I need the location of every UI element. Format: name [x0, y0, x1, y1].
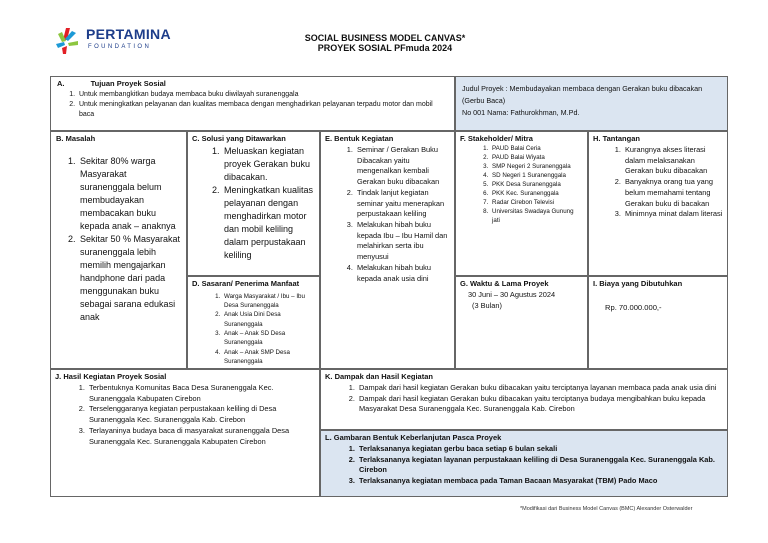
section-a-list	[57, 90, 448, 120]
section-l-list	[325, 444, 723, 487]
list-item: 1. Terlaksananya kegiatan gerbu baca setiap 6 bulan sekali	[357, 444, 723, 455]
section-h-heading: H. Tantangan	[593, 134, 640, 143]
brand-name: PERTAMINA	[86, 26, 171, 42]
list-item: 1. Terbentuknya Komunitas Baca Desa Suranenggala Kec. Suranenggala Kabupaten Cirebon	[87, 383, 315, 404]
list-item: 3. Terlaksananya kegiatan membaca pada Taman Bacaan Masyarakat (TBM) Pado Maco	[357, 476, 723, 487]
page-title: SOCIAL BUSINESS MODEL CANVAS*	[304, 33, 466, 43]
list-item: 1. Kurangnya akses literasi dalam melaksanakan Gerakan buku dibacakan	[623, 145, 723, 177]
list-item: 1. Warga Masyarakat / Ibu – Ibu Desa Suranenggala	[222, 292, 315, 311]
project-title: Judul Proyek : Membudayakan membaca dengan Gerakan buku dibacakan (Gerbu Baca)	[462, 84, 703, 106]
page-subtitle: PROYEK SOSIAL PFmuda 2024	[317, 43, 453, 53]
section-a-heading-row	[57, 79, 448, 90]
section-b-heading: B. Masalah	[56, 134, 96, 143]
section-a	[50, 76, 455, 131]
list-item: 2. Dampak dari hasil kegiatan Gerakan buku dibacakan yaitu terciptanya budaya mengibahkan buku kepada Masyarakat Desa Suranenggala Kec. Suranenggala Kab. Cirebon	[357, 394, 723, 415]
list-item: 4. Anak – Anak SMP Desa Suranenggala	[222, 348, 315, 367]
section-k-heading: K. Dampak dan Hasil Kegiatan	[325, 372, 433, 381]
footnote: *Modifikasi dari Business Model Canvas (BMC) Alexander Osterwalder	[520, 506, 693, 512]
list-item: 1. Dampak dari hasil kegiatan Gerakan buku dibacakan yaitu terciptanya layanan membaca pada anak usia dini	[357, 383, 723, 394]
section-f	[455, 131, 588, 276]
section-f-list	[460, 145, 583, 226]
pertamina-emblem-icon	[52, 24, 84, 56]
list-item: 2. Terselenggaranya kegiatan perpustakaan keliling di Desa Suranenggala Kec. Suranenggala Kab. Cirebon	[87, 404, 315, 425]
list-item: 1. Sekitar 80% warga Masyarakat suranenggala belum membudayakan membacakan buku kepada anak – anaknya	[78, 155, 181, 233]
list-item: 2. Terlaksananya kegiatan layanan perpustakaan keliling di Desa Suranenggala Kec. Suranenggala Kab. Cirebon	[357, 455, 723, 476]
list-item: 2. Banyaknya orang tua yang belum memahami tentang Gerakan buku di bacakan	[623, 177, 723, 209]
section-c-heading: C. Solusi yang Ditawarkan	[192, 134, 286, 143]
budget-value: Rp. 70.000.000,-	[605, 302, 662, 312]
project-number: No 001 Nama: Fathurokhman, M.Pd.	[462, 108, 580, 118]
section-f-heading: F. Stakeholder/ Mitra	[460, 134, 533, 143]
list-item: 3. Melakukan hibah buku kepada Ibu – Ibu Hamil dan melahirkan serta ibu menyusui	[355, 220, 450, 263]
list-item: 1. Seminar / Gerakan Buku Dibacakan yaitu mengenalkan kembali Gerakan buku dibacakan	[355, 145, 450, 188]
section-b-list	[56, 155, 181, 325]
list-item: 5. PKK Desa Suranenggala	[490, 181, 583, 190]
section-j-list	[55, 383, 315, 447]
section-h	[588, 131, 728, 276]
section-h-list	[593, 145, 723, 220]
section-d	[187, 276, 320, 369]
list-item: 3. Anak – Anak SD Desa Suranenggala	[222, 329, 315, 348]
pertamina-logo	[52, 24, 182, 58]
project-period: 30 Juni – 30 Agustus 2024	[468, 289, 556, 299]
section-i	[588, 276, 728, 369]
brand-sub: FOUNDATION	[88, 44, 152, 50]
list-item: 4. SD Negeri 1 Suranenggala	[490, 172, 583, 181]
list-item: 8. Universitas Swadaya Gunung jati	[490, 208, 583, 226]
list-item: 2. Sekitar 50 % Masyarakat suranenggala lebih memilih mengajarkan handphone dari pada menggunakan buku sebagai sarana edukasi anak	[78, 233, 181, 324]
list-item: 2. Untuk meningkatkan pelayanan dan kualitas membaca dengan menghadirkan pelayanan terpadu motor dan mobil baca	[77, 100, 448, 120]
list-item: 2. Anak Usia Dini Desa Suranenggala	[222, 310, 315, 329]
list-item: 3. Terlayaninya budaya baca di masyarakat suranenggala Desa Suranenggala Kec. Suranenggala Kabupaten Cirebon	[87, 426, 315, 447]
list-item: 2. Tindak lanjut kegiatan seminar yaitu menerapkan perpustakaan keliling	[355, 188, 450, 220]
section-j	[50, 369, 320, 497]
section-d-list	[192, 292, 315, 366]
list-item: 2. Meningkatkan kualitas pelayanan dengan menghadirkan motor dan mobil keliling dalam perpustakaan keliling	[222, 184, 315, 262]
list-item: 4. Melakukan hibah buku kepada anak usia dini	[355, 263, 450, 284]
list-item: 2. PAUD Balai Wiyata	[490, 154, 583, 163]
section-d-heading: D. Sasaran/ Penerima Manfaat	[192, 279, 300, 288]
section-e	[320, 131, 455, 369]
project-duration: (3 Bulan)	[472, 300, 502, 310]
list-item: 1. Untuk membangkitkan budaya membaca buku diwilayah suranenggala	[77, 90, 448, 100]
section-i-heading: I. Biaya yang Dibutuhkan	[593, 279, 683, 288]
section-e-heading: E. Bentuk Kegiatan	[325, 134, 394, 143]
list-item: 3. Minimnya minat dalam literasi	[623, 209, 723, 220]
list-item: 1. Meluaskan kegiatan proyek Gerakan buku dibacakan.	[222, 145, 315, 184]
list-item: 1. PAUD Balai Ceria	[490, 145, 583, 154]
list-item: 3. SMP Negeri 2 Suranenggala	[490, 163, 583, 172]
project-info	[455, 76, 728, 131]
list-item: 6. PKK Kec. Suranenggala	[490, 190, 583, 199]
section-k-list	[325, 383, 723, 415]
section-k	[320, 369, 728, 430]
section-g	[455, 276, 588, 369]
section-b	[50, 131, 187, 369]
section-c-list	[192, 145, 315, 262]
list-item: 7. Radar Cirebon Televisi	[490, 199, 583, 208]
section-a-letter: A.	[57, 79, 65, 88]
section-g-heading: G. Waktu & Lama Proyek	[460, 279, 549, 288]
section-c	[187, 131, 320, 276]
section-e-list	[325, 145, 450, 285]
section-a-heading: Tujuan Proyek Sosial	[90, 79, 166, 88]
section-l-heading: L. Gambaran Bentuk Keberlanjutan Pasca Proyek	[325, 433, 502, 442]
section-l	[320, 430, 728, 497]
section-j-heading: J. Hasil Kegiatan Proyek Sosial	[55, 372, 167, 381]
